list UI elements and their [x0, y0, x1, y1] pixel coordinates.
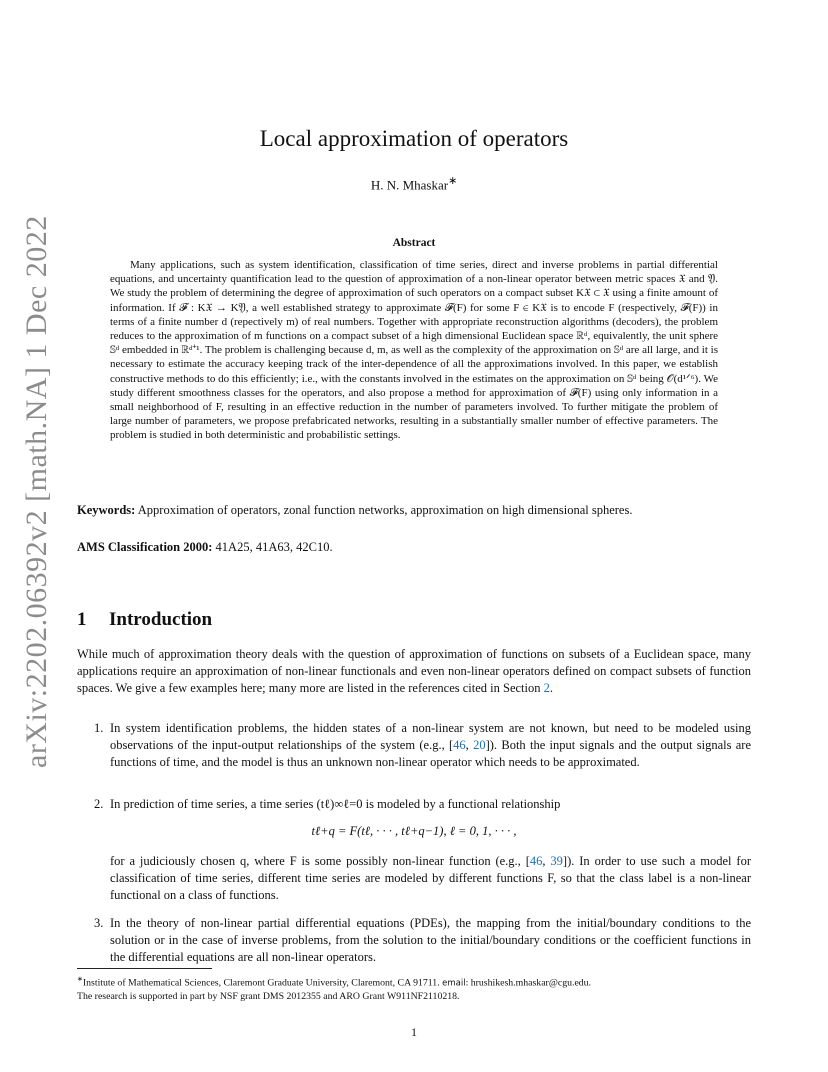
ams-label: AMS Classification 2000:	[77, 540, 213, 554]
list-item-number: 3.	[94, 916, 104, 930]
list-item-text: In prediction of time series, a time series (tℓ)∞ℓ=0 is modeled by a functional relationship	[110, 797, 561, 811]
footnote	[77, 973, 751, 1003]
citation-separator: ,	[465, 738, 474, 752]
keywords-label: Keywords:	[77, 503, 136, 517]
display-equation: tℓ+q = F(tℓ, · · · , tℓ+q−1), ℓ = 0, 1, · · · ,	[311, 824, 517, 838]
intro-paragraph	[77, 646, 751, 697]
author-name: H. N. Mhaskar	[370, 177, 449, 193]
footnote-line-2: The research is supported in part by NSF grant DMS 2012355 and ARO Grant W911NF2110218.	[77, 991, 460, 1003]
citation-link[interactable]: 39	[550, 854, 563, 868]
keywords-text: Approximation of operators, zonal function networks, approximation on high dimensional spheres.	[137, 503, 633, 517]
email-label: email	[442, 978, 466, 989]
section-ref-link[interactable]: 2	[543, 681, 550, 695]
ams-codes: 41A25, 41A63, 42C10.	[215, 540, 333, 554]
page-number: 1	[411, 1025, 417, 1039]
arxiv-side-stamp	[20, 215, 64, 768]
list-item-continuation	[110, 853, 751, 904]
arxiv-identifier[interactable]: arXiv:2202.06392v2 [math.NA] 1 Dec 2022	[20, 215, 53, 768]
citation-separator: ,	[542, 854, 551, 868]
intro-text: While much of approximation theory deals with the question of approximation of functions on subsets of a Euclidean space, many applications require an approximation of non-linear functionals and even non-linear operators defined on compact subsets of function spaces. We give a few examples here; many more are listed in the references cited in Section	[77, 647, 751, 695]
abstract-text: Many applications, such as system identification, classification of time series, direct and inverse problems in partial differential equations, and uncertainty quantification lead to the question of approximation of a non-linear operator between metric spaces 𝔛 and 𝔜. We study the problem of determining the degree of approximation of such operators on a compact subset K𝔛 ⊂ 𝔛 using a finite amount of information. If 𝓕 : K𝔛 → K𝔜, a well established strategy to approximate 𝓕(F) for some F ∈ K𝔛 is to encode F (respectively, 𝓕(F)) in terms of a finite number d (repectively m) of real numbers. Together with appropriate reconstruction algorithms (decoders), the problem reduces to the approximation of m functions on a compact subset of a high dimensional Euclidean space ℝᵈ, equivalently, the unit sphere 𝕊ᵈ embedded in ℝᵈ⁺¹. The problem is challenging because d, m, as well as the complexity of the approximation on 𝕊ᵈ are all large, and it is necessary to estimate the accuracy keeping track of the inter-dependence of all the approximations involved. In this paper, we establish constructive methods to do this efficiently; i.e., with the constants involved in the estimates on the approximation on 𝕊ᵈ being 𝒪(d¹ᐟ⁶). We study different smoothness classes for the operators, and also propose a method for approximation of 𝓕(F) using only information in a small neighborhood of F, resulting in an effective reduction in the number of parameters involved. To further mitigate the problem of large number of parameters, we propose prefabricated networks, resulting in a substantially smaller number of effective parameters. The problem is studied in both deterministic and probabilistic settings.	[110, 259, 718, 442]
section-heading	[77, 609, 212, 631]
list-item-text: In the theory of non-linear partial differential equations (PDEs), the mapping from the initial/boundary conditions to the solution or in the case of inverse problems, from the solution to the initial/boundary conditions or the coefficient functions in the differential equations are all non-linear operators.	[110, 916, 751, 964]
section-number: 1	[77, 609, 87, 630]
keywords-line	[77, 503, 751, 518]
list-item-number: 1.	[94, 721, 104, 735]
list-item	[94, 796, 751, 813]
email-address[interactable]: : hrushikesh.mhaskar@cgu.edu.	[465, 977, 592, 989]
list-item	[94, 720, 751, 771]
intro-end: .	[549, 681, 554, 695]
list-item-text-part: ]). Both the input signals and the output signals are functions of time, and the model is thus an unknown non-linear operator which needs to be approximated.	[110, 738, 752, 769]
continuation-text: for a judiciously chosen q, where F is some possibly non-linear function (e.g., [	[110, 854, 530, 868]
list-item	[94, 915, 751, 966]
paper-title: Local approximation of operators	[259, 126, 569, 151]
citation-link[interactable]: 46	[453, 738, 466, 752]
abstract-heading: Abstract	[392, 237, 436, 249]
ams-classification-line	[77, 540, 751, 555]
continuation-text: ]). In order to use such a model for classification of time series, different time series are modeled by different functions F, so that the class label is a non-linear functional on a class of functions.	[110, 854, 752, 902]
affiliation-text: Institute of Mathematical Sciences, Claremont Graduate University, Claremont, CA 91711.	[82, 977, 443, 989]
list-item-number: 2.	[94, 797, 104, 811]
footnote-line-1	[77, 973, 751, 990]
footnote-rule	[77, 968, 212, 969]
author-line	[0, 174, 828, 193]
citation-link[interactable]: 46	[529, 854, 543, 868]
list-item-text-part: In system identification problems, the hidden states of a non-linear system are not known, but need to be modeled using observations of the input-output relationships of the system (e.g., [	[110, 721, 751, 752]
citation-link[interactable]: 20	[473, 738, 486, 752]
section-title: Introduction	[109, 609, 213, 630]
footnote-mark: ∗	[77, 975, 83, 983]
author-footnote-mark[interactable]: ∗	[448, 175, 458, 187]
list-item-text	[110, 720, 751, 771]
